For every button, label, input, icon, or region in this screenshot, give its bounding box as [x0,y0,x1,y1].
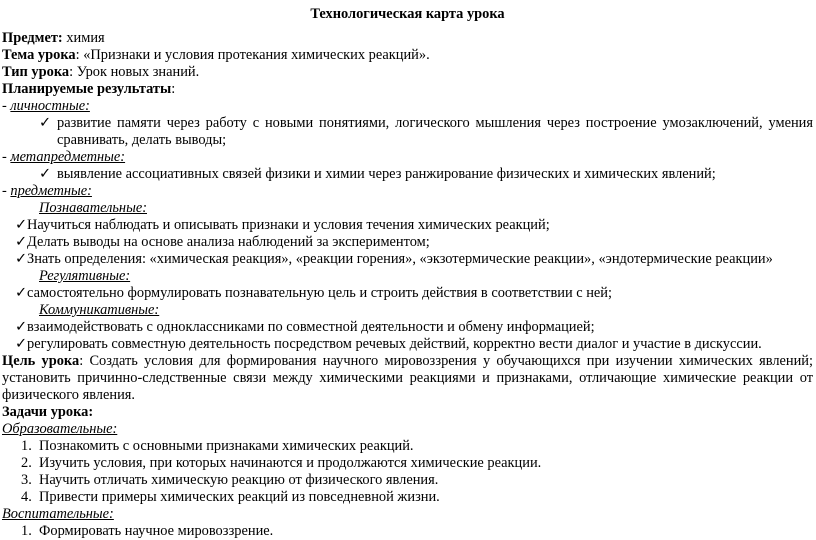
check-item-text: Научиться наблюдать и описывать признаки и условия течения химических реакций; [27,217,550,233]
task-item-text: Привести примеры химических реакций из повседневной жизни. [39,489,440,505]
check-list-item [2,115,813,149]
dash: - [2,183,11,199]
check-icon: ✓ [15,336,28,352]
task-item-number: 3. [21,472,32,488]
check-list-item [2,285,813,302]
dash: - [2,98,11,114]
task-item [2,472,813,489]
subject-results-heading-text: предметные: [10,183,92,199]
personal-results-heading-text: личностные: [10,98,90,114]
metasubject-results-heading-text: метапредметные: [10,149,126,165]
task-item [2,523,813,540]
subject-results-heading [2,183,813,200]
check-list-item [2,251,813,268]
check-icon: ✓ [39,115,52,131]
document-title: Технологическая карта урока [310,6,505,22]
task-item [2,455,813,472]
metasubject-results-heading [2,149,813,166]
topic-label: Тема урока [2,47,76,63]
check-item-text: самостоятельно формулировать познавательную цель и строить действия в соответствии с ней; [27,285,613,301]
task-item-text: Формировать научное мировоззрение. [39,523,274,539]
lesson-tasks-heading: Задачи урока: [2,404,94,420]
cognitive-heading: Познавательные: [39,200,147,216]
check-icon: ✓ [39,166,52,182]
goal-label: Цель урока [2,353,80,369]
check-item-text: регулировать совместную деятельность посредством речевых действий, корректно вести диалог и участие в дискуссии. [27,336,762,352]
check-list-item [2,234,813,251]
dash: - [2,149,11,165]
check-item-text: выявление ассоциативных связей физики и химии через ранжирование физических и химических явлений; [57,166,716,182]
check-icon: ✓ [15,217,28,233]
task-item-number: 4. [21,489,32,505]
topic-line [2,47,813,64]
lesson-type-line [2,64,813,81]
task-item-number: 1. [21,438,32,454]
educational-tasks-heading: Образовательные: [2,421,118,437]
check-icon: ✓ [15,251,28,267]
subject-value: химия [62,30,105,46]
task-item [2,489,813,506]
planned-results-label: Планируемые результаты [2,81,172,97]
goal-text: : Создать условия для формирования научного мировоззрения у обучающихся при изучении химических явлений; установить причинно-следственные связи между химическими реакциями и признаками, отличающие химические реакции от физического явления. [2,353,813,403]
check-item-text: развитие памяти через работу с новыми понятиями, логического мышления через построение умозаключений, умения сравнивать, делать выводы; [57,115,813,148]
check-item-text: Знать определения: «химическая реакция», «реакции горения», «экзотермические реакции», «эндотермические реакции» [27,251,773,267]
communicative-heading: Коммуникативные: [39,302,160,318]
check-icon: ✓ [15,285,28,301]
check-list-item [2,217,813,234]
planned-results-colon: : [171,81,176,97]
lesson-type-value: : Урок новых знаний. [69,64,200,80]
check-list-item [2,336,813,353]
check-list-item [2,166,813,183]
task-item-text: Изучить условия, при которых начинаются и продолжаются химические реакции. [39,455,542,471]
check-item-text: Делать выводы на основе анализа наблюдений за экспериментом; [27,234,430,250]
lesson-type-label: Тип урока [2,64,70,80]
subject-label: Предмет: [2,30,63,46]
task-item-number: 1. [21,523,32,539]
topic-value: : «Признаки и условия протекания химических реакций». [75,47,430,63]
task-item [2,438,813,455]
task-item-number: 2. [21,455,32,471]
personal-results-heading [2,98,813,115]
check-icon: ✓ [15,234,28,250]
subject-line [2,30,813,47]
check-list-item [2,319,813,336]
check-icon: ✓ [15,319,28,335]
task-item-text: Научить отличать химическую реакцию от физического явления. [39,472,439,488]
task-item-text: Познакомить с основными признаками химических реакций. [39,438,414,454]
lesson-goal-paragraph [2,353,813,404]
check-item-text: взаимодействовать с одноклассниками по совместной деятельности и обмену информацией; [27,319,595,335]
planned-results-line [2,81,813,98]
upbringing-tasks-heading: Воспитательные: [2,506,114,522]
regulative-heading: Регулятивные: [39,268,131,284]
